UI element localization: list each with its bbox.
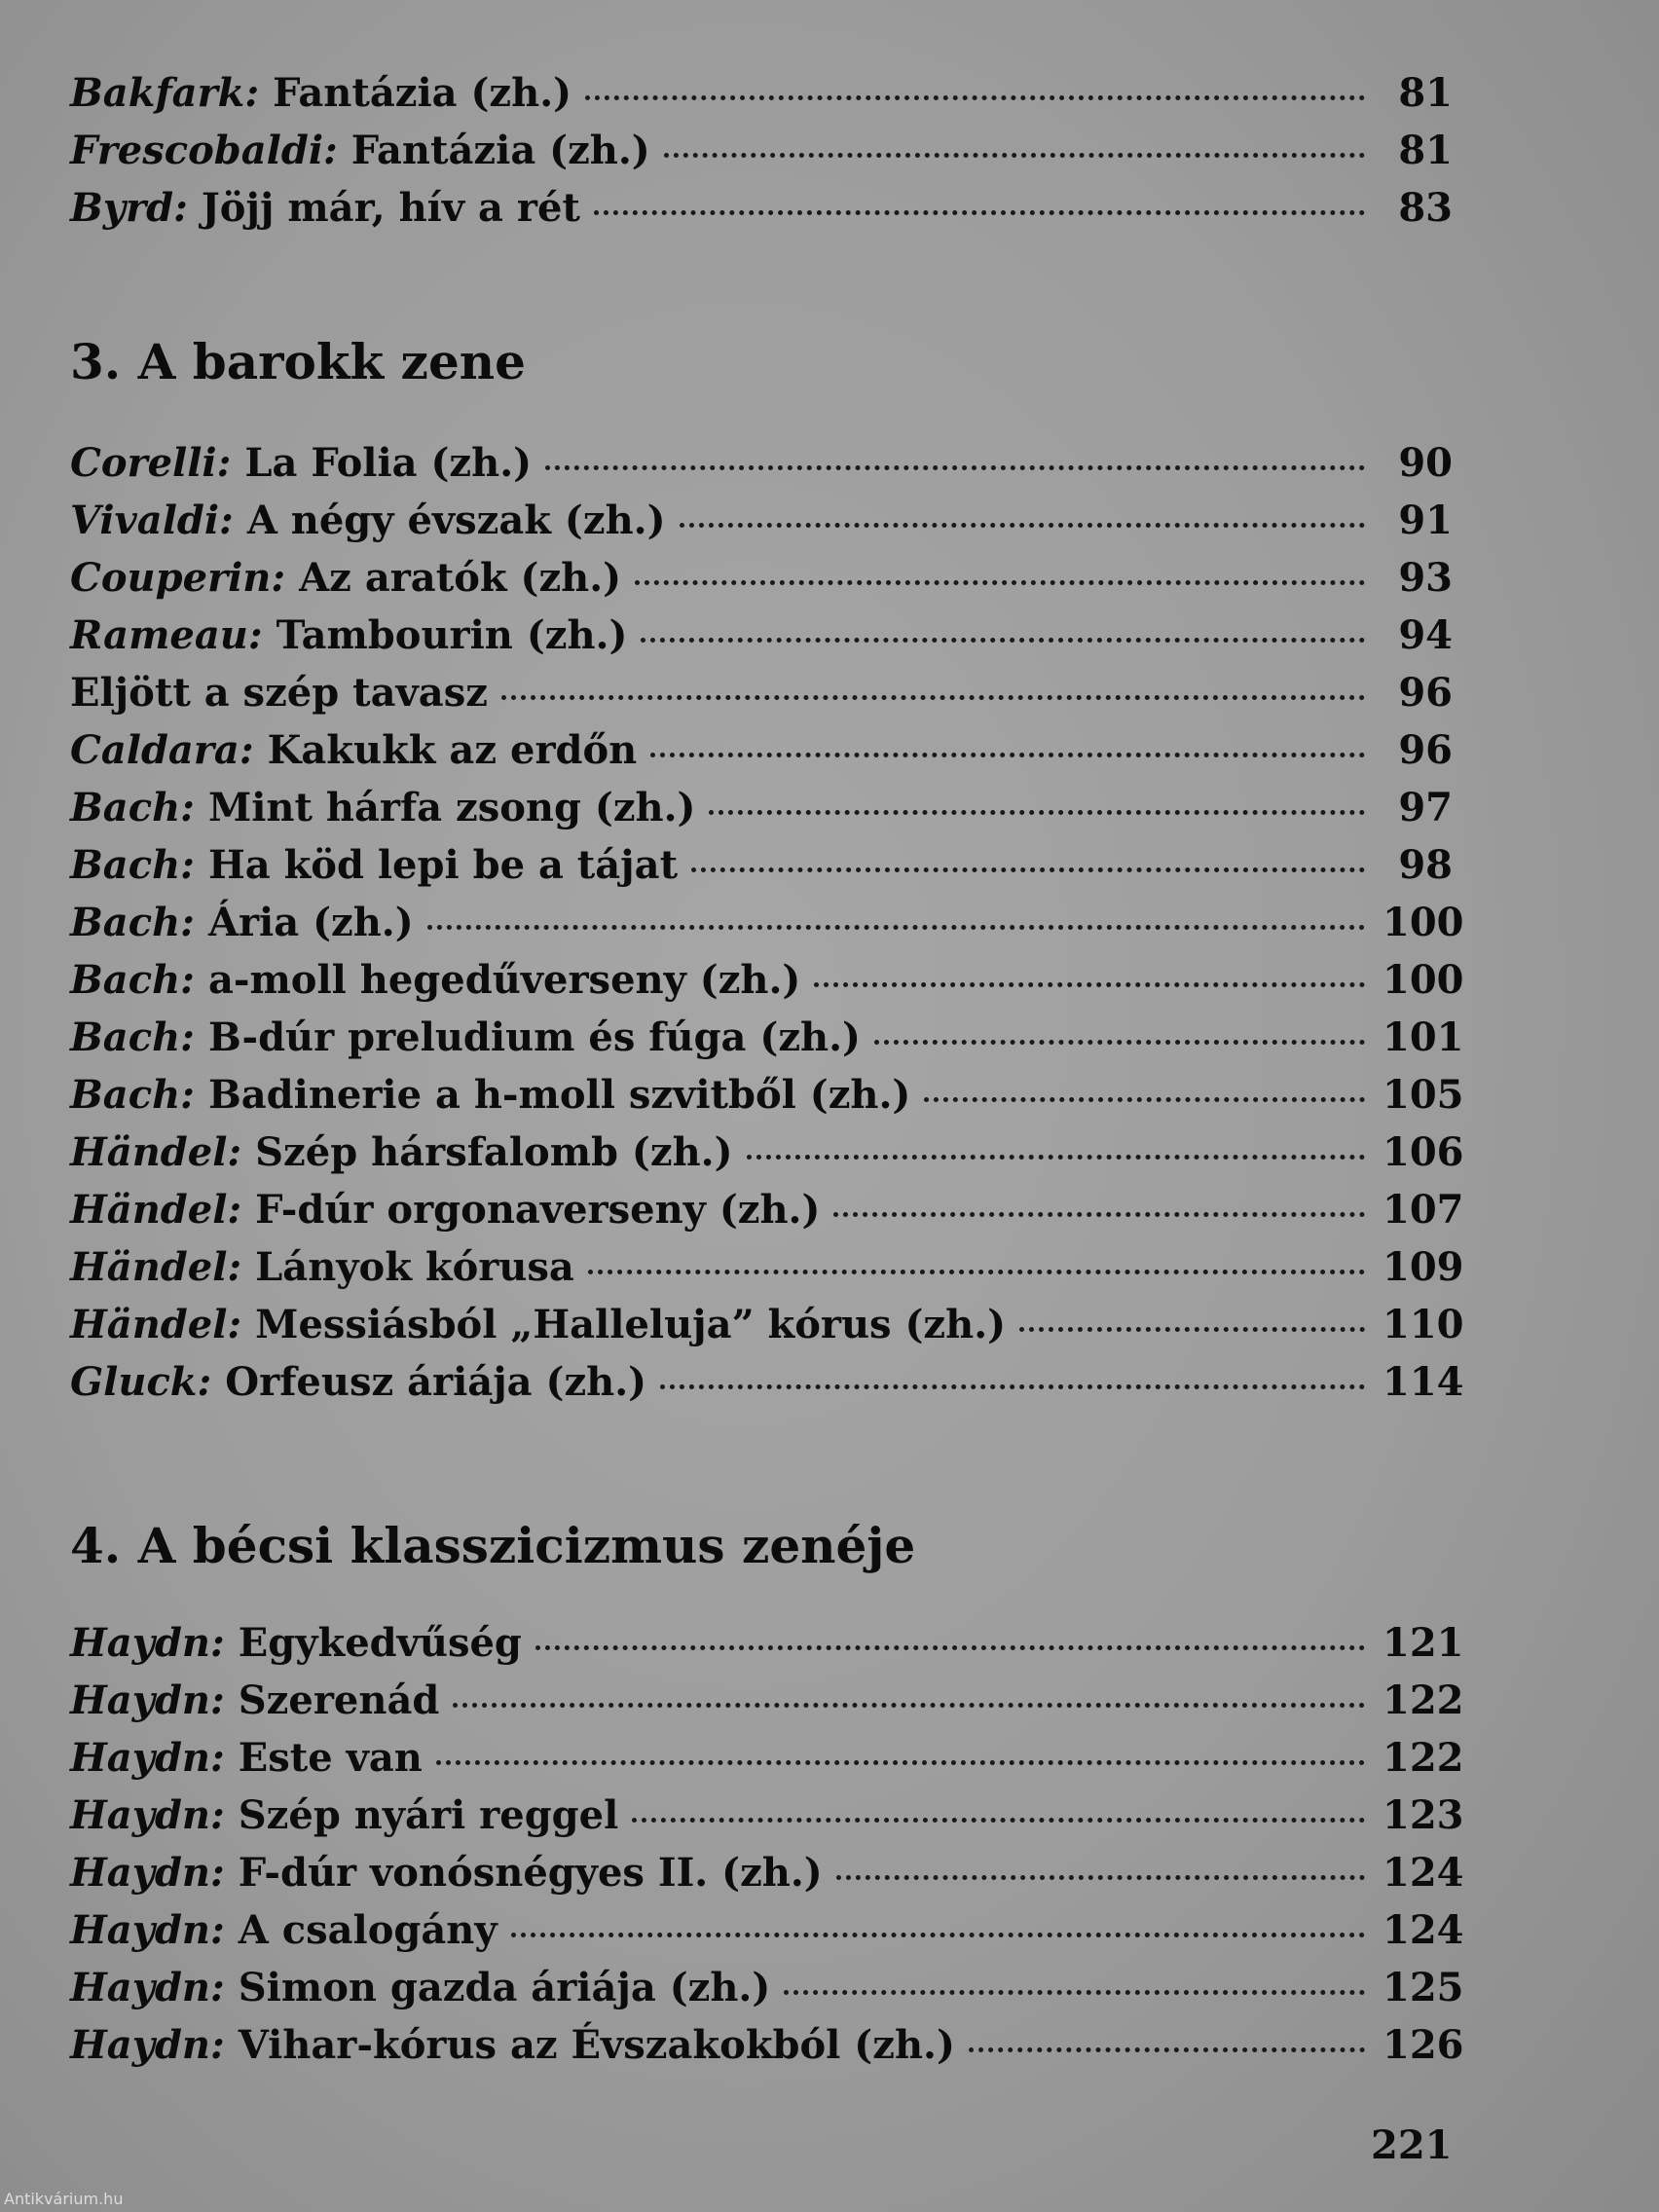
page-reference: 94 (1398, 612, 1453, 658)
work-title: Egykedvűség (238, 1620, 522, 1666)
dot-leader (588, 1270, 1365, 1274)
dot-leader (814, 982, 1365, 987)
work-title: Orfeusz áriája (zh.) (225, 1359, 647, 1405)
composer-name: Händel: (70, 1129, 242, 1175)
toc-entry (70, 1072, 1464, 1129)
watermark: Antikvárium.hu (4, 2190, 124, 2208)
composer-name: Frescobaldi: (70, 128, 338, 173)
page-reference: 96 (1398, 670, 1453, 716)
work-title: Vihar-kórus az Évszakokból (zh.) (238, 2022, 955, 2068)
work-title: B-dúr preludium és fúga (zh.) (207, 1014, 861, 1060)
composer-name: Haydn: (70, 1735, 225, 1781)
page-reference: 124 (1382, 1907, 1464, 1953)
page-number: 221 (1371, 2122, 1453, 2168)
work-title: Messiásból „Halleluja” kórus (zh.) (255, 1302, 1007, 1347)
dot-leader (664, 153, 1365, 158)
composer-name: Händel: (70, 1302, 242, 1347)
toc-section-baroque (70, 440, 1464, 1417)
work-title: A négy évszak (zh.) (246, 498, 666, 543)
composer-name: Haydn: (70, 1620, 225, 1666)
toc-entry (70, 185, 1453, 242)
dot-leader (545, 465, 1365, 470)
toc-entry (70, 1965, 1464, 2022)
dot-leader (632, 1818, 1365, 1823)
composer-name: Couperin: (70, 555, 286, 601)
work-title: Szép nyári reggel (238, 1792, 619, 1838)
dot-leader (650, 753, 1365, 757)
toc-entry (70, 555, 1453, 612)
work-title: Este van (238, 1735, 423, 1781)
work-title: F-dúr orgonaverseny (zh.) (255, 1187, 821, 1233)
dot-leader (833, 1212, 1365, 1217)
page-reference: 109 (1382, 1244, 1464, 1290)
work-title: Badinerie a h-moll szvitből (zh.) (207, 1072, 911, 1118)
dot-leader (680, 523, 1366, 528)
toc-entry (70, 2022, 1464, 2080)
work-title: Az aratók (zh.) (299, 555, 622, 601)
composer-name: Caldara: (70, 727, 254, 773)
dot-leader (635, 580, 1365, 585)
page-reference: 100 (1382, 957, 1464, 1003)
toc-section-continuation (70, 70, 1453, 242)
toc-entry (70, 128, 1453, 185)
toc-entry (70, 1677, 1464, 1735)
page-reference: 97 (1398, 785, 1453, 830)
section-heading-baroque: 3. A barokk zene (70, 333, 526, 390)
page-reference: 81 (1398, 70, 1453, 116)
composer-name: Bakfark: (70, 70, 260, 116)
dot-leader (641, 638, 1365, 643)
work-title: Kakukk az erdőn (267, 727, 638, 773)
page-reference: 100 (1382, 900, 1464, 945)
page-reference: 106 (1382, 1129, 1464, 1175)
dot-leader (784, 1990, 1365, 1995)
dot-leader (453, 1703, 1365, 1708)
page-reference: 124 (1382, 1850, 1464, 1896)
dot-leader (660, 1384, 1365, 1389)
work-title: Ha köd lepi be a tájat (207, 842, 679, 888)
page-reference: 90 (1398, 440, 1453, 486)
toc-entry (70, 1907, 1464, 1965)
work-title: Ária (zh.) (207, 900, 414, 945)
dot-leader (874, 1040, 1365, 1045)
page-reference: 93 (1398, 555, 1453, 601)
page-reference: 83 (1398, 185, 1453, 231)
page-reference: 121 (1382, 1620, 1464, 1666)
composer-name: Bach: (70, 842, 195, 888)
toc-entry (70, 498, 1453, 555)
dot-leader (427, 925, 1365, 930)
dot-leader (511, 1933, 1365, 1937)
work-title: a-moll hegedűverseny (zh.) (207, 957, 801, 1003)
work-title: Simon gazda áriája (zh.) (238, 1965, 771, 2010)
page-reference: 91 (1398, 498, 1453, 543)
composer-name: Bach: (70, 785, 195, 830)
work-title: Fantázia (zh.) (273, 70, 572, 116)
work-title: Eljött a szép tavasz (70, 670, 488, 716)
dot-leader (436, 1760, 1365, 1765)
dot-leader (585, 95, 1365, 100)
page-reference: 98 (1398, 842, 1453, 888)
composer-name: Haydn: (70, 1677, 225, 1723)
toc-entry (70, 612, 1453, 670)
page-reference: 105 (1382, 1072, 1464, 1118)
work-title: Jöjj már, hív a rét (201, 185, 580, 231)
composer-name: Rameau: (70, 612, 263, 658)
toc-entry (70, 1735, 1464, 1792)
toc-entry (70, 1792, 1464, 1850)
page-reference: 126 (1382, 2022, 1464, 2068)
work-title: Tambourin (zh.) (276, 612, 628, 658)
dot-leader (691, 867, 1365, 872)
work-title: F-dúr vonósnégyes II. (zh.) (238, 1850, 823, 1896)
page-reference: 123 (1382, 1792, 1464, 1838)
toc-entry (70, 1850, 1464, 1907)
work-title: A csalogány (238, 1907, 498, 1953)
page-reference: 110 (1382, 1302, 1464, 1347)
composer-name: Bach: (70, 1014, 195, 1060)
toc-entry (70, 1359, 1464, 1417)
page-reference: 96 (1398, 727, 1453, 773)
work-title: Mint hárfa zsong (zh.) (207, 785, 696, 830)
work-title: Szerenád (238, 1677, 440, 1723)
dot-leader (836, 1875, 1365, 1880)
page-reference: 125 (1382, 1965, 1464, 2010)
toc-entry (70, 785, 1453, 842)
dot-leader (594, 210, 1365, 215)
toc-entry (70, 1620, 1464, 1677)
toc-section-viennese-classicism (70, 1620, 1464, 2080)
toc-entry (70, 1187, 1464, 1244)
composer-name: Bach: (70, 1072, 195, 1118)
composer-name: Bach: (70, 900, 195, 945)
composer-name: Haydn: (70, 1850, 225, 1896)
toc-entry (70, 1129, 1464, 1187)
composer-name: Haydn: (70, 2022, 225, 2068)
page-reference: 122 (1382, 1735, 1464, 1781)
page-reference: 81 (1398, 128, 1453, 173)
composer-name: Bach: (70, 957, 195, 1003)
page-reference: 101 (1382, 1014, 1464, 1060)
work-title: La Folia (zh.) (244, 440, 533, 486)
page-reference: 122 (1382, 1677, 1464, 1723)
toc-entry (70, 727, 1453, 785)
toc-entry (70, 842, 1453, 900)
dot-leader (1019, 1327, 1365, 1332)
section-heading-viennese-classicism: 4. A bécsi klasszicizmus zenéje (70, 1517, 916, 1574)
composer-name: Haydn: (70, 1792, 225, 1838)
work-title: Fantázia (zh.) (350, 128, 650, 173)
composer-name: Haydn: (70, 1907, 225, 1953)
composer-name: Corelli: (70, 440, 232, 486)
toc-entry (70, 1014, 1464, 1072)
dot-leader (535, 1645, 1365, 1650)
toc-entry (70, 1302, 1464, 1359)
composer-name: Byrd: (70, 185, 188, 231)
toc-entry (70, 957, 1464, 1014)
composer-name: Gluck: (70, 1359, 212, 1405)
composer-name: Haydn: (70, 1965, 225, 2010)
dot-leader (924, 1097, 1365, 1102)
dot-leader (709, 810, 1365, 815)
toc-entry (70, 70, 1453, 128)
composer-name: Händel: (70, 1187, 242, 1233)
page-reference: 107 (1382, 1187, 1464, 1233)
toc-entry (70, 440, 1453, 498)
work-title: Lányok kórusa (255, 1244, 574, 1290)
dot-leader (747, 1155, 1365, 1160)
work-title: Szép hársfalomb (zh.) (255, 1129, 733, 1175)
dot-leader (969, 2047, 1365, 2052)
toc-entry (70, 900, 1464, 957)
toc-entry (70, 670, 1453, 727)
toc-entry (70, 1244, 1464, 1302)
composer-name: Vivaldi: (70, 498, 234, 543)
composer-name: Händel: (70, 1244, 242, 1290)
dot-leader (501, 695, 1365, 700)
page-reference: 114 (1382, 1359, 1464, 1405)
